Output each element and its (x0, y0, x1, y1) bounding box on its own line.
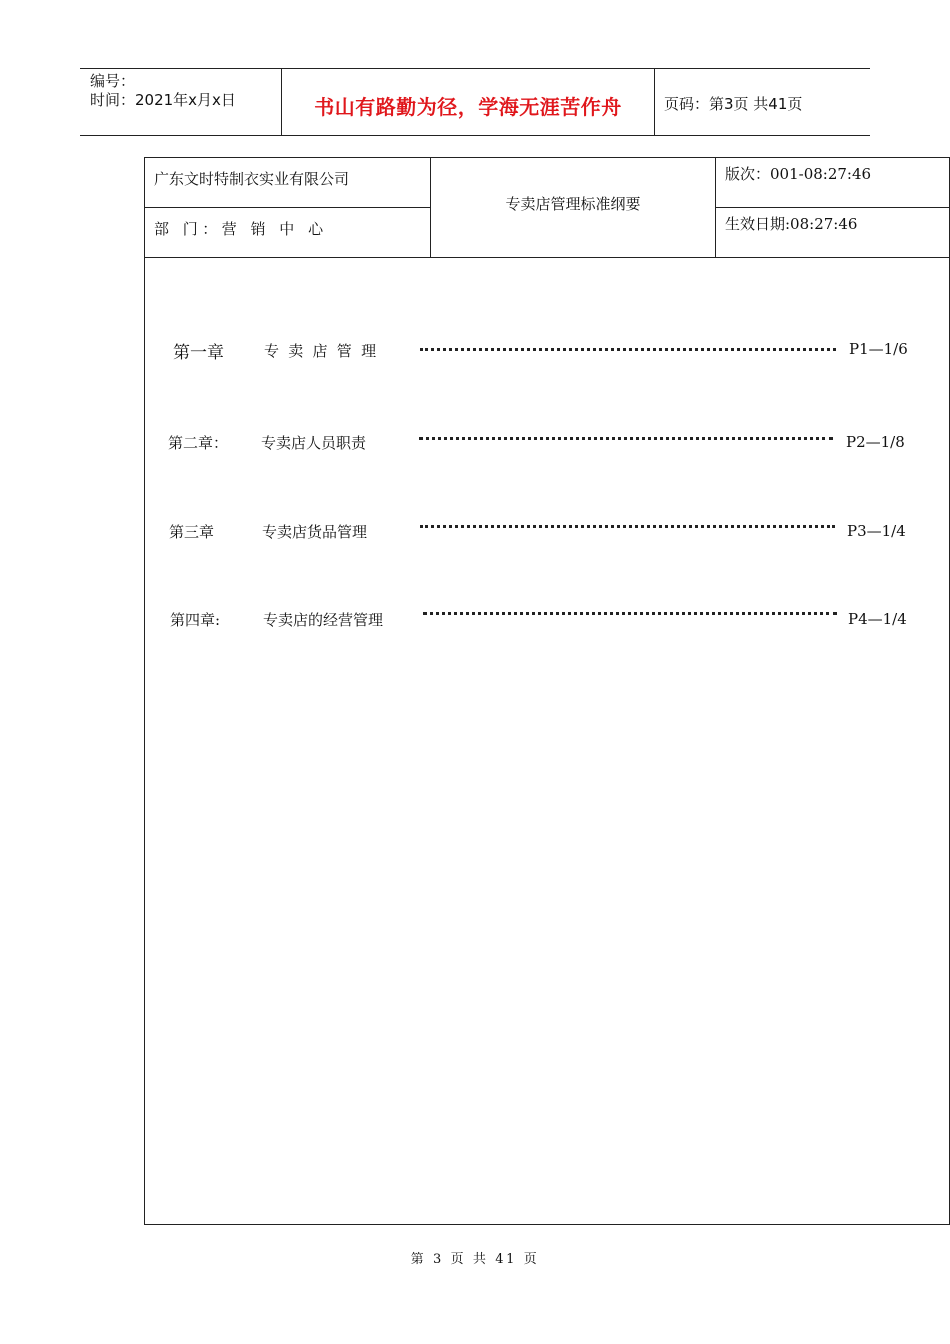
toc-title: 专卖店货品管理 (262, 523, 368, 541)
company-name: 广东文时特制衣实业有限公司 (154, 170, 350, 188)
toc-page-ref: P3—1/4 (847, 522, 906, 540)
toc-chapter: 第四章: (170, 611, 221, 629)
version-label: 版次：001-08:27:46 (725, 165, 872, 183)
toc-leader-dots (420, 348, 836, 351)
toc-chapter: 第一章 (173, 343, 224, 363)
header-bottom-rule (80, 135, 870, 136)
document-title: 专卖店管理标准纲要 (505, 195, 641, 213)
footer-page-number: 第 3 页 共 41 页 (410, 1252, 540, 1267)
info-table-bottom-rule (144, 257, 950, 258)
toc-leader-dots (423, 612, 837, 615)
header-page-number: 页码：第3页 共41页 (664, 95, 803, 113)
info-left-middle-rule (144, 207, 430, 208)
date-label: 时间：2021年x月x日 (90, 91, 236, 109)
header-divider-right (654, 68, 655, 136)
toc-page-ref: P1—1/6 (849, 340, 908, 358)
toc-leader-dots (419, 437, 833, 440)
toc-page-ref: P2—1/8 (846, 433, 905, 451)
serial-label: 编号： (90, 72, 136, 90)
department-label: 部 门：营 销 中 心 (154, 220, 328, 238)
toc-title: 专卖店人员职责 (261, 434, 367, 452)
toc-page-ref: P4—1/4 (848, 610, 907, 628)
toc-leader-dots (420, 525, 835, 528)
effective-date-label: 生效日期:08:27:46 (725, 215, 858, 233)
motto-text: 书山有路勤为径，学海无涯苦作舟 (314, 95, 622, 119)
toc-chapter: 第二章： (168, 434, 229, 452)
toc-title: 专卖店的经营管理 (263, 611, 384, 629)
header-top-rule (80, 68, 870, 69)
toc-chapter: 第三章 (169, 523, 215, 541)
info-right-middle-rule (715, 207, 950, 208)
document-frame (144, 157, 950, 1225)
toc-title: 专 卖 店 管 理 (264, 342, 379, 360)
